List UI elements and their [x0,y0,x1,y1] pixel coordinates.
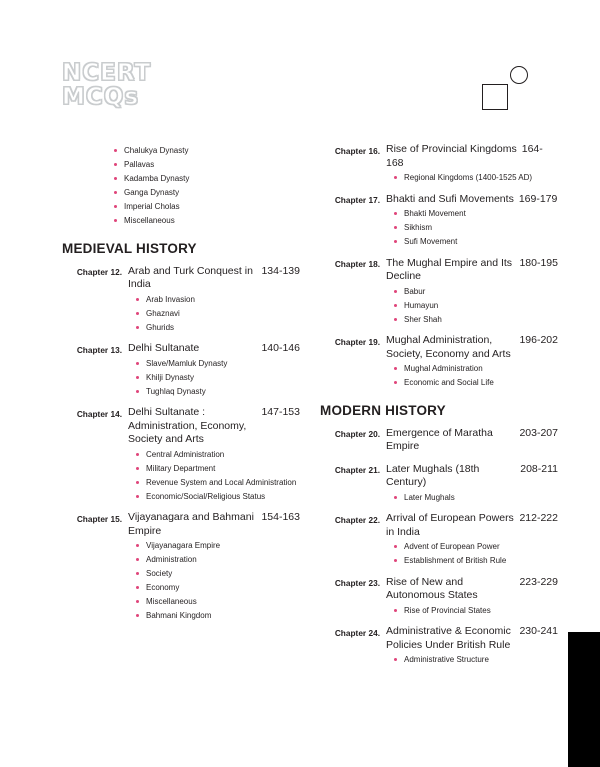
toc-entry-chapter-18[interactable] [320,257,558,326]
toc-entry-chapter-21[interactable] [320,463,558,504]
list-item: Administration [136,554,300,566]
toc-entry-chapter-23[interactable] [320,576,558,617]
list-item: Establishment of British Rule [394,555,558,567]
chapter-title [386,193,557,207]
section-heading-medieval-history: MEDIEVAL HISTORY [62,240,197,256]
chapter-pages: 196-202 [519,334,558,346]
list-item: Babur [394,286,558,298]
list-item: Military Department [136,463,300,475]
chapter-number: Chapter 17. [334,195,380,205]
chapter-pages: 164-168 [386,143,543,169]
toc-right-column [320,143,558,675]
list-item: Tughlaq Dynasty [136,386,300,398]
chapter-number: Chapter 22. [334,514,380,525]
chapter-subtopics [62,449,300,503]
chapter-pages: 203-207 [519,426,558,439]
chapter-pages: 212-222 [519,512,558,524]
list-item: Central Administration [136,449,300,461]
chapter-pages: 230-241 [519,625,558,637]
list-item: Rise of Provincial States [394,605,558,617]
chapter-number: Chapter 19. [334,336,380,347]
list-item: Economic and Social Life [394,377,558,389]
toc-entry-chapter-22[interactable] [320,512,558,567]
chapter-subtopics [320,286,558,326]
square-icon [482,84,508,110]
list-item: Khilji Dynasty [136,372,300,384]
chapter-subtopics [320,654,558,666]
toc-entry-chapter-12[interactable] [62,265,300,334]
chapter-number: Chapter 20. [334,429,380,439]
list-item: Miscellaneous [136,596,300,608]
list-item: Economic/Social/Religious Status [136,491,300,503]
chapter-subtopics [320,492,558,504]
toc-entry-chapter-19[interactable] [320,334,558,389]
list-item: Bahmani Kingdom [136,610,300,622]
chapter-title: Later Mughals (18th Century) [386,462,480,488]
list-item: Humayun [394,300,558,312]
list-item: Slave/Mamluk Dynasty [136,358,300,370]
chapter-pages: 134-139 [261,264,300,277]
chapter-title: Arab and Turk Conquest in India [128,264,253,290]
list-item: Imperial Cholas [114,201,300,213]
chapter-title: Delhi Sultanate : Administration, Economy, Society and Arts [128,406,247,445]
toc-entry-chapter-14[interactable] [62,406,300,502]
chapter-title: Emergence of Maratha Empire [386,426,493,452]
chapter-subtopics [320,541,558,567]
list-item: Sikhism [394,222,558,234]
chapter-subtopics [320,172,558,184]
list-item: Advent of European Power [394,541,558,553]
chapter-subtopics [320,363,558,389]
chapter-title [386,143,558,170]
logo-line-2: MCQs [62,84,140,110]
toc-entry-chapter-20[interactable] [320,427,558,454]
chapter-pages: 223-229 [519,575,558,588]
chapter-pages: 147-153 [261,406,300,418]
chapter-title: Arrival of European Powers in India [386,512,514,538]
list-item: Sufi Movement [394,236,558,248]
chapter-subtopics [320,605,558,617]
chapter-title-text: Bhakti and Sufi Movements [386,192,514,205]
chapter-title-text: Rise of Provincial Kingdoms [386,143,517,155]
list-item: Bhakti Movement [394,208,558,220]
toc-entry-chapter-13[interactable] [62,342,300,397]
list-item: Arab Invasion [136,294,300,306]
chapter-subtopics [62,294,300,334]
list-item: Ganga Dynasty [114,187,300,199]
chapter-number: Chapter 15. [76,513,122,524]
list-item: Vijayanagara Empire [136,540,300,552]
list-item: Administrative Structure [394,654,558,666]
chapter-pages: 169-179 [518,192,558,205]
toc-left-column [62,143,300,675]
chapter-subtopics [62,540,300,622]
toc-entry-chapter-24[interactable] [320,625,558,666]
list-item: Society [136,568,300,580]
chapter-title: Mughal Administration, Society, Economy and Arts [386,334,511,360]
chapter-title: Rise of New and Autonomous States [386,575,478,601]
chapter-title: Delhi Sultanate [128,342,200,354]
chapter-pages: 140-146 [261,342,300,354]
chapter-number: Chapter 13. [76,344,122,355]
chapter-number: Chapter 14. [76,408,122,419]
chapter-subtopics [320,208,558,248]
toc-entry-chapter-16[interactable] [320,143,558,184]
toc-entry-chapter-15[interactable] [62,511,300,622]
chapter-title: Administrative & Economic Policies Under British Rule [386,625,511,651]
book-logo [62,62,182,112]
list-item: Kadamba Dynasty [114,173,300,185]
chapter-number: Chapter 23. [334,578,380,588]
list-item: Miscellaneous [114,215,300,227]
decorative-shapes [482,66,528,110]
chapter-subtopics [62,358,300,398]
toc-entry-chapter-17[interactable] [320,193,558,248]
list-item: Regional Kingdoms (1400-1525 AD) [394,172,558,184]
chapter-title: Vijayanagara and Bahmani Empire [128,511,254,537]
chapter-number: Chapter 12. [76,267,122,277]
chapter-number: Chapter 18. [334,259,380,269]
chapter-number: Chapter 24. [334,627,380,638]
list-item: Revenue System and Local Administration [136,477,300,489]
circle-icon [510,66,528,84]
section-heading-modern-history: MODERN HISTORY [320,402,446,418]
list-item: Economy [136,582,300,594]
list-item: Pallavas [114,159,300,171]
chapter-number: Chapter 21. [334,465,380,475]
chapter-pages: 180-195 [519,256,558,269]
orphan-bullet-list [62,145,300,227]
toc-columns [0,143,600,675]
list-item: Ghaznavi [136,308,300,320]
list-item: Later Mughals [394,492,558,504]
list-item: Sher Shah [394,314,558,326]
list-item: Ghurids [136,322,300,334]
chapter-pages: 208-211 [520,462,558,475]
chapter-pages: 154-163 [261,511,300,523]
list-item: Chalukya Dynasty [114,145,300,157]
logo-line-1: NCERT [62,60,152,86]
list-item: Mughal Administration [394,363,558,375]
chapter-title: The Mughal Empire and Its Decline [386,256,513,282]
chapter-number: Chapter 16. [334,145,380,156]
